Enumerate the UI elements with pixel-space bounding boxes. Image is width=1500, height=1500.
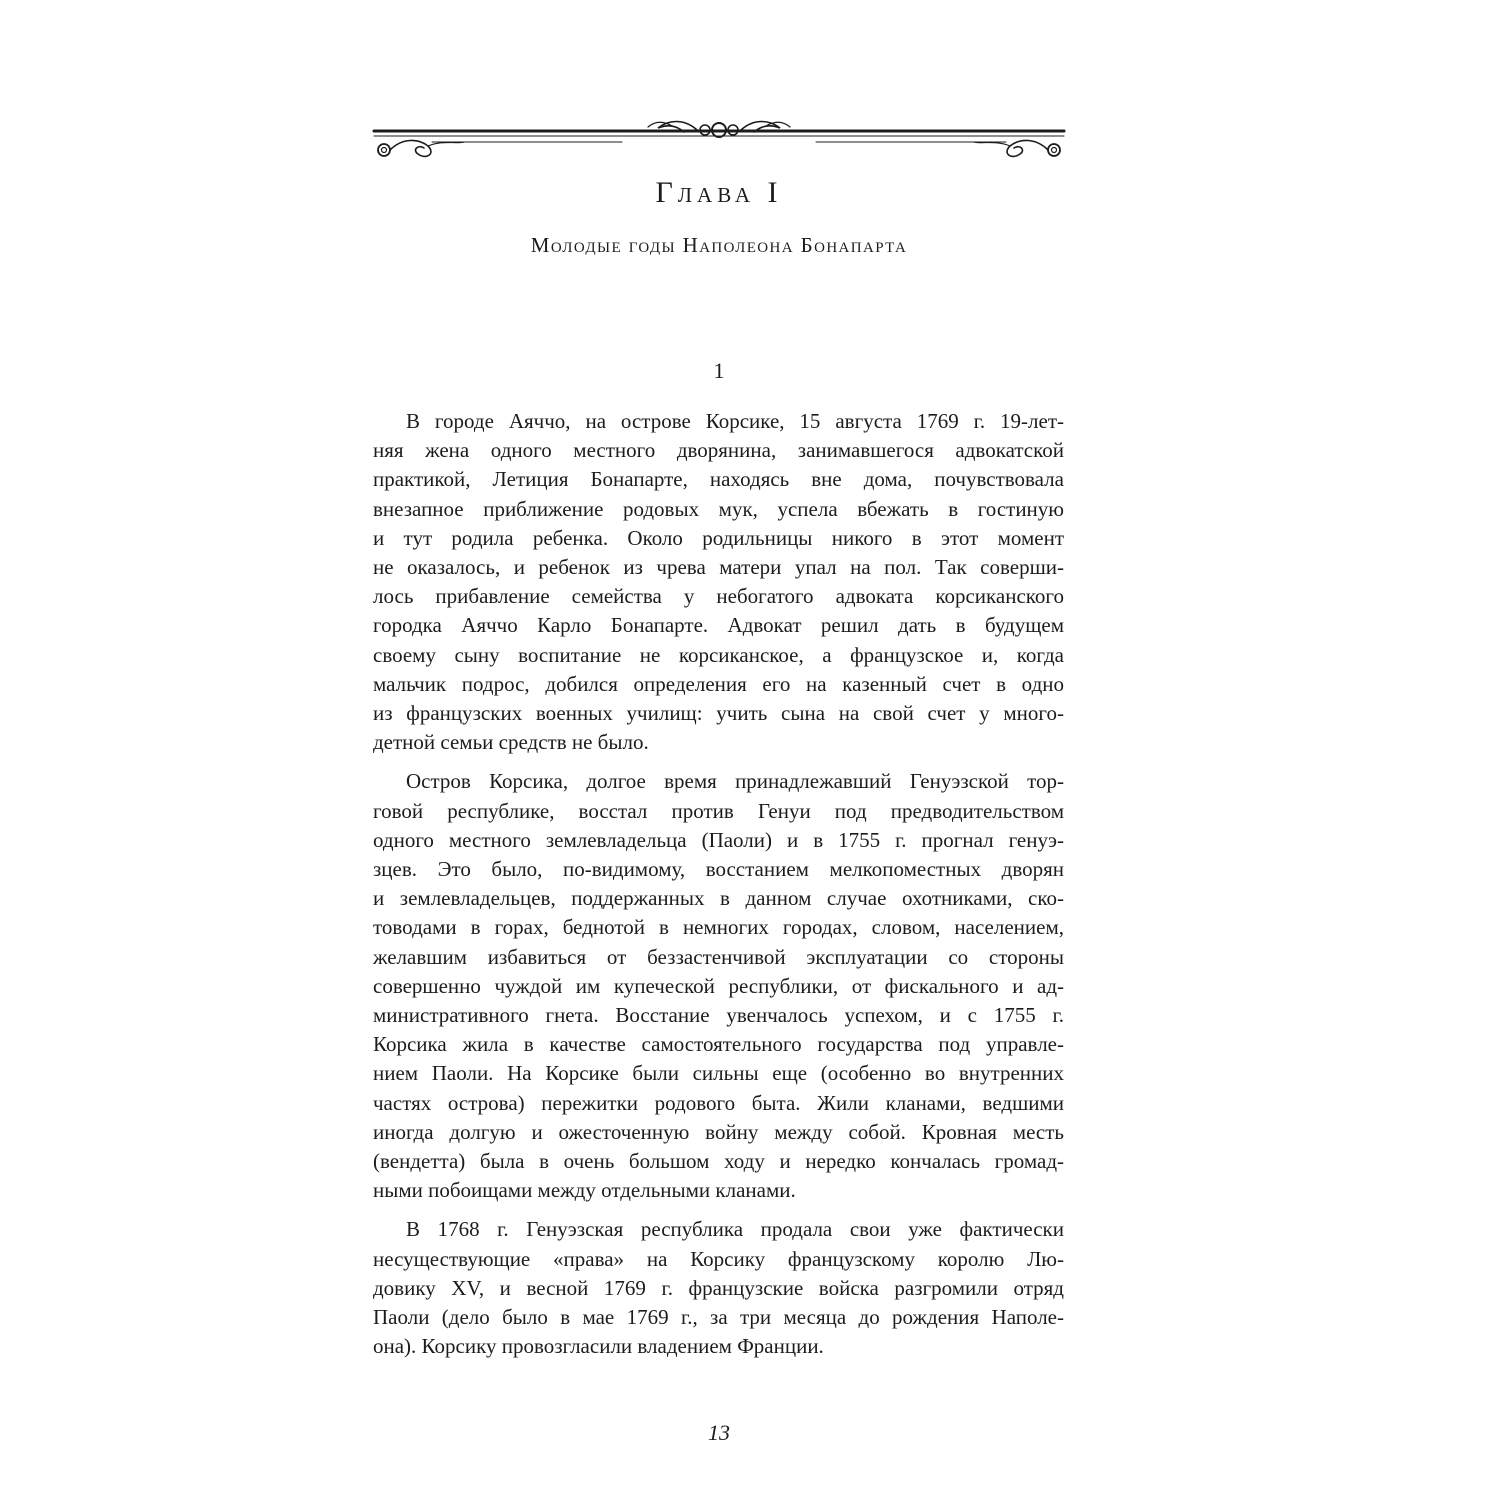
text-line: мальчик подрос, добился определения его на казенный счет в одно: [373, 671, 1064, 696]
text-line: В 1768 г. Генуэзская республика продала свои уже фактически: [406, 1217, 1064, 1242]
text-line: и тут родила ребенка. Около родильницы никого в этот момент: [373, 525, 1064, 550]
text-line: и землевладельцев, поддержанных в данном случае охотниками, ско-: [373, 886, 1064, 911]
text-line: Паоли (дело было в мае 1769 г., за три месяца до рождения Наполе-: [373, 1305, 1064, 1330]
chapter-title: Глава I: [655, 176, 783, 209]
text-line: практикой, Летиция Бонапарте, находясь вне дома, почувствовала: [373, 467, 1064, 492]
text-line: внезапное приближение родовых мук, успела вбежать в гостиную: [373, 496, 1064, 521]
text-line: нием Паоли. На Корсике были сильны еще (особенно во внутренних: [373, 1061, 1064, 1086]
text-line: частях острова) пережитки родового быта. Жили кланами, ведшими: [373, 1090, 1064, 1115]
text-line: одного местного землевладельца (Паоли) и в 1755 г. прогнал генуэ-: [373, 827, 1064, 852]
text-line: не оказалось, и ребенок из чрева матери упал на пол. Так соверши-: [373, 555, 1064, 580]
text-line: министративного гнета. Восстание увенчалось успехом, и с 1755 г.: [373, 1003, 1064, 1028]
text-line: желавшим избавиться от беззастенчивой эксплуатации со стороны: [373, 944, 1064, 969]
text-line: несуществующие «права» на Корсику французскому королю Лю-: [373, 1246, 1064, 1271]
section-number: 1: [713, 358, 725, 383]
paragraph: [373, 767, 1064, 1205]
chapter-subtitle: Молодые годы Наполеона Бонапарта: [530, 233, 908, 257]
text-line: лось прибавление семейства у небогатого адвоката корсиканского: [373, 584, 1064, 609]
text-line: товодами в горах, беднотой в немногих городах, словом, населением,: [373, 915, 1064, 940]
text-line: няя жена одного местного дворянина, занимавшегося адвокатской: [373, 438, 1064, 463]
text-line: иногда долгую и ожесточенную войну между собой. Кровная месть: [373, 1119, 1064, 1144]
text-line: своему сыну воспитание не корсиканское, а французское и, когда: [373, 642, 1064, 667]
text-line: она). Корсику провозгласили владением Франции.: [373, 1334, 824, 1359]
text-line: зцев. Это было, по-видимому, восстанием мелкопоместных дворян: [373, 857, 1064, 882]
paragraph: [373, 1215, 1064, 1361]
text-line: совершенно чуждой им купеческой республики, от фискального и ад-: [373, 973, 1064, 998]
text-line: Корсика жила в качестве самостоятельного государства под управле-: [373, 1032, 1064, 1057]
page-number: 13: [708, 1420, 730, 1445]
text-line: Остров Корсика, долгое время принадлежавший Генуэзской тор-: [406, 769, 1064, 794]
ornament-flourish-icon: [372, 118, 1066, 166]
text-line: из французских военных училищ: учить сына на свой счет у много-: [373, 701, 1064, 726]
text-line: (вендетта) была в очень большом ходу и нередко кончалась громад-: [373, 1149, 1064, 1174]
text-line: детной семьи средств не было.: [373, 730, 649, 755]
text-line: говой республике, восстал против Генуи под предводительством: [373, 798, 1064, 823]
text-line: довику XV, и весной 1769 г. французские войска разгромили отряд: [373, 1275, 1064, 1300]
text-line: ными побоищами между отдельными кланами.: [373, 1178, 796, 1203]
text-line: В городе Аяччо, на острове Корсике, 15 августа 1769 г. 19-лет-: [406, 409, 1064, 433]
paragraph: [373, 407, 1064, 757]
decorative-header-ornament: [372, 118, 1066, 166]
body-text: [373, 407, 1064, 1372]
text-line: городка Аяччо Карло Бонапарте. Адвокат решил дать в будущем: [373, 613, 1064, 638]
